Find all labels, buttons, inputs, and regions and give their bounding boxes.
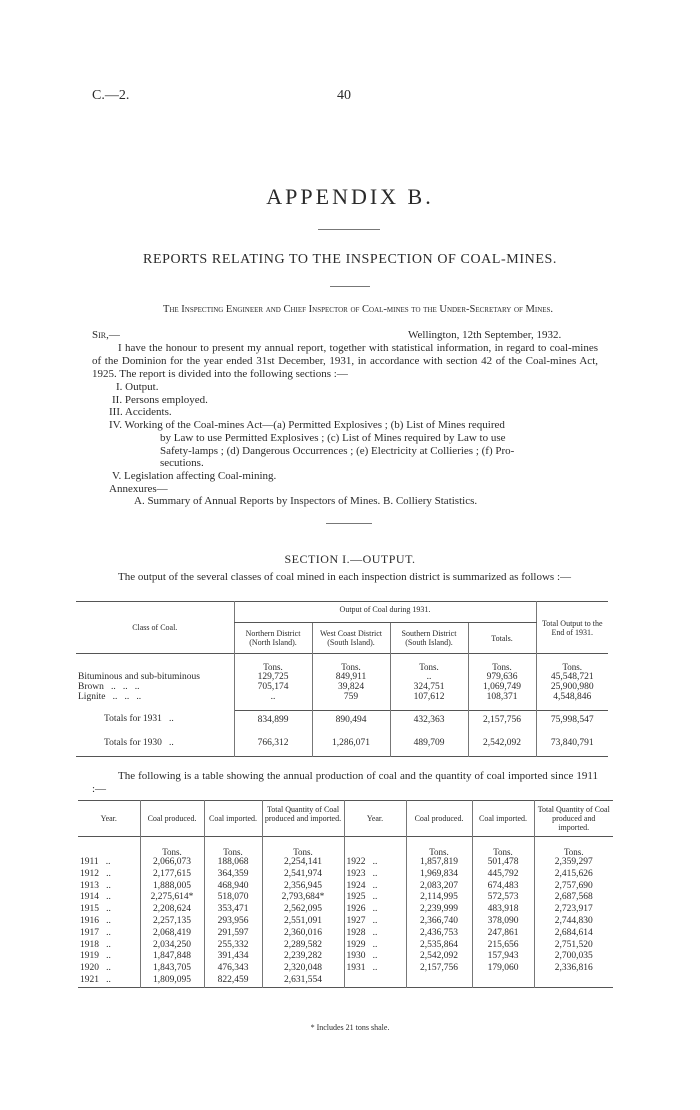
cell: 2,542,092 — [468, 732, 536, 757]
cell: 378,090 — [472, 916, 534, 928]
list-item: Safety-lamps ; (d) Dangerous Occurrences ; (e) Electricity at Collieries ; (f) Pro- — [160, 444, 515, 457]
unit-label: Tons. — [406, 837, 472, 858]
year-cell: 1926 .. — [344, 904, 406, 916]
cell: 489,709 — [390, 732, 468, 757]
table-row — [78, 916, 613, 928]
cell: 353,471 — [204, 904, 262, 916]
cell: 2,751,520 — [534, 940, 613, 952]
cell: 2,562,095 — [262, 904, 344, 916]
appendix-title: APPENDIX B. — [266, 184, 434, 209]
cell: 2,254,141 — [262, 857, 344, 869]
unit-label: Tons. — [472, 837, 534, 858]
unit-label: Tons. — [234, 654, 312, 673]
cell: 2,068,419 — [140, 928, 204, 940]
year-cell: 1923 .. — [344, 869, 406, 881]
cell: 293,956 — [204, 916, 262, 928]
col-header-total: Total Quantity of Coal produced and imported. — [534, 801, 613, 837]
cell: 25,900,980 — [536, 682, 608, 692]
year-cell: 1913 .. — [80, 880, 111, 891]
cell: 4,548,846 — [536, 692, 608, 710]
cell: 45,548,721 — [536, 672, 608, 682]
cell: 2,177,615 — [140, 869, 204, 881]
cell: 822,459 — [204, 975, 262, 987]
row-label: Totals for 1930 .. — [104, 738, 174, 748]
table-row — [78, 869, 613, 881]
cell: 215,656 — [472, 940, 534, 952]
cell: 1,969,834 — [406, 869, 472, 881]
table-row — [76, 672, 608, 682]
col-header-totals: Totals. — [468, 623, 536, 654]
place-date: Wellington, 12th September, 1932. — [408, 329, 562, 341]
row-label: Totals for 1931 .. — [104, 714, 174, 724]
cell: 432,363 — [390, 710, 468, 732]
cell: 179,060 — [472, 963, 534, 975]
cell: 108,371 — [468, 692, 536, 710]
cell: 324,751 — [390, 682, 468, 692]
cell: 674,483 — [472, 881, 534, 893]
cell: 834,899 — [234, 710, 312, 732]
table-row — [78, 940, 613, 952]
cell: 849,911 — [312, 672, 390, 682]
cell: 2,336,816 — [534, 963, 613, 975]
list-item: V. Legislation affecting Coal-mining. — [112, 469, 277, 482]
cell: 1,286,071 — [312, 732, 390, 757]
cell: 247,861 — [472, 928, 534, 940]
cell: 255,332 — [204, 940, 262, 952]
year-cell: 1918 .. — [80, 939, 111, 950]
col-header-north: Northern District (North Island). — [234, 623, 312, 654]
cell: 2,114,995 — [406, 892, 472, 904]
cell: 766,312 — [234, 732, 312, 757]
cell: 1,809,095 — [140, 975, 204, 987]
cell: 39,824 — [312, 682, 390, 692]
cell: 468,940 — [204, 881, 262, 893]
list-item: A. Summary of Annual Reports by Inspectors of Mines. B. Colliery Statistics. — [134, 495, 478, 508]
list-item: IV. Working of the Coal-mines Act—(a) Permitted Explosives ; (b) List of Mines required — [109, 419, 505, 432]
col-header-total-end: Total Output to the End of 1931. — [536, 602, 608, 654]
cell: 518,070 — [204, 892, 262, 904]
cell: 75,998,547 — [536, 710, 608, 732]
cell: 890,494 — [312, 710, 390, 732]
cell: 2,366,740 — [406, 916, 472, 928]
cell: 2,289,582 — [262, 940, 344, 952]
table-row — [76, 710, 608, 732]
cell: .. — [390, 672, 468, 682]
year-cell: 1912 .. — [80, 868, 111, 879]
col-header-year: Year. — [100, 814, 117, 823]
cell — [534, 975, 613, 987]
col-header-class: Class of Coal. — [132, 623, 178, 632]
table-row — [78, 963, 613, 975]
col-header-imported: Coal imported. — [472, 801, 534, 837]
cell: 1,888,005 — [140, 881, 204, 893]
unit-label: Tons. — [140, 837, 204, 858]
table-row — [78, 857, 613, 869]
year-cell: 1911 .. — [80, 857, 111, 867]
cell: 2,687,568 — [534, 892, 613, 904]
year-cell: 1929 .. — [344, 940, 406, 952]
year-cell: 1927 .. — [344, 916, 406, 928]
cell — [406, 975, 472, 987]
cell: 759 — [312, 692, 390, 710]
cell: 501,478 — [472, 857, 534, 869]
col-header-west: West Coast District (South Island). — [312, 623, 390, 654]
section-title: SECTION I.—OUTPUT. — [284, 552, 416, 566]
cell: 2,700,035 — [534, 951, 613, 963]
table-row — [76, 692, 608, 710]
year-cell: 1914 .. — [80, 892, 111, 903]
cell: 157,943 — [472, 951, 534, 963]
cell: 2,436,753 — [406, 928, 472, 940]
cell: 2,723,917 — [534, 904, 613, 916]
year-cell: 1924 .. — [344, 881, 406, 893]
cell: 188,068 — [204, 857, 262, 869]
cell: 2,257,135 — [140, 916, 204, 928]
cell: 1,843,705 — [140, 963, 204, 975]
sections-list — [92, 381, 598, 508]
cell: 2,320,048 — [262, 963, 344, 975]
cell: 483,918 — [472, 904, 534, 916]
cell: 705,174 — [234, 682, 312, 692]
year-cell: 1928 .. — [344, 928, 406, 940]
table-row — [78, 951, 613, 963]
page-number: 40 — [337, 88, 351, 103]
table2-intro — [92, 770, 598, 796]
table-row — [78, 975, 613, 987]
cell: 2,356,945 — [262, 881, 344, 893]
year-cell: 1919 .. — [80, 951, 111, 962]
list-item: II. Persons employed. — [112, 393, 208, 406]
footnote: * Includes 21 tons shale. — [310, 1023, 390, 1032]
cell: 2,757,690 — [534, 881, 613, 893]
unit-label: Tons. — [204, 837, 262, 858]
cell: 2,083,207 — [406, 881, 472, 893]
divider-rule — [326, 523, 372, 524]
row-label: Bituminous and sub-bituminous — [78, 672, 200, 682]
col-header-total: Total Quantity of Coal produced and imported. — [262, 801, 344, 837]
cell: 2,275,614* — [140, 892, 204, 904]
year-cell: 1922 .. — [344, 857, 406, 869]
cell: 2,631,554 — [262, 975, 344, 987]
intro-paragraph-text: I have the honour to present my annual report, together with statistical information, in regard to coal-mines of the Dominion for the year ended 31st December, 1931, in accordance with section 42 of the Coal-mines Act, 1925. The report is divided into the following sections :— — [92, 342, 598, 380]
divider-rule — [318, 229, 380, 230]
cell: 2,744,830 — [534, 916, 613, 928]
cell: 1,857,819 — [406, 857, 472, 869]
cell: 2,359,297 — [534, 857, 613, 869]
col-header-year: Year. — [344, 801, 406, 837]
unit-label: Tons. — [468, 654, 536, 673]
cell: 979,636 — [468, 672, 536, 682]
cell: 2,684,614 — [534, 928, 613, 940]
unit-label: Tons. — [534, 837, 613, 858]
year-cell: 1921 .. — [80, 974, 111, 985]
row-label: Lignite .. .. .. — [78, 692, 142, 702]
table2-intro-text: The following is a table showing the annual production of coal and the quantity of coal imported since 1911 :— — [92, 770, 598, 795]
cell: 445,792 — [472, 869, 534, 881]
addressee-line: The Inspecting Engineer and Chief Inspector of Coal-mines to the Under-Secretary of Mines. — [162, 304, 554, 315]
cell: 2,551,091 — [262, 916, 344, 928]
row-label: Brown .. .. .. — [78, 682, 140, 692]
cell: 2,542,092 — [406, 951, 472, 963]
year-cell: 1915 .. — [80, 904, 111, 915]
cell: 2,034,250 — [140, 940, 204, 952]
list-item: I. Output. — [116, 381, 159, 393]
production-table — [78, 800, 613, 988]
cell: 1,847,848 — [140, 951, 204, 963]
cell: 1,069,749 — [468, 682, 536, 692]
year-cell: 1917 .. — [80, 927, 111, 938]
col-header-south: Southern District (South Island). — [390, 623, 468, 654]
col-header-produced: Coal produced. — [140, 801, 204, 837]
intro-paragraph — [92, 342, 598, 381]
table-row — [78, 928, 613, 940]
cell: 2,415,626 — [534, 869, 613, 881]
year-cell: 1930 .. — [344, 951, 406, 963]
table-row — [78, 881, 613, 893]
cell: 291,597 — [204, 928, 262, 940]
cell: 572,573 — [472, 892, 534, 904]
cell: 2,157,756 — [406, 963, 472, 975]
cell: 107,612 — [390, 692, 468, 710]
cell: 2,208,624 — [140, 904, 204, 916]
unit-label: Tons. — [262, 837, 344, 858]
year-cell: 1925 .. — [344, 892, 406, 904]
table-row — [76, 732, 608, 757]
list-item: Annexures— — [109, 482, 168, 495]
cell: 476,343 — [204, 963, 262, 975]
salutation: Sir,— — [92, 329, 120, 341]
table-row — [76, 682, 608, 692]
col-header-imported: Coal imported. — [204, 801, 262, 837]
year-cell: 1920 .. — [80, 963, 111, 974]
divider-rule — [330, 286, 370, 287]
year-cell: 1916 .. — [80, 915, 111, 926]
list-item: III. Accidents. — [109, 406, 172, 419]
section-text-body: The output of the several classes of coal mined in each inspection district is summarized as follows :— — [118, 571, 572, 583]
cell: 2,066,073 — [140, 857, 204, 869]
cell: 2,239,282 — [262, 951, 344, 963]
col-header-produced: Coal produced. — [406, 801, 472, 837]
cell — [472, 975, 534, 987]
output-table — [76, 601, 608, 757]
list-item: secutions. — [160, 457, 204, 470]
list-item: by Law to use Permitted Explosives ; (c) List of Mines required by Law to use — [160, 431, 506, 444]
cell: 2,535,864 — [406, 940, 472, 952]
unit-label: Tons. — [390, 654, 468, 673]
year-cell — [344, 975, 406, 987]
table-row — [78, 892, 613, 904]
table-row — [78, 904, 613, 916]
cell: 129,725 — [234, 672, 312, 682]
cell: .. — [234, 692, 312, 710]
reports-heading: REPORTS RELATING TO THE INSPECTION OF COAL-MINES. — [143, 252, 557, 267]
cell: 2,157,756 — [468, 710, 536, 732]
cell: 2,239,999 — [406, 904, 472, 916]
cell: 2,541,974 — [262, 869, 344, 881]
section-text — [92, 571, 598, 584]
col-header-output-group: Output of Coal during 1931. — [234, 602, 536, 623]
cell: 2,360,016 — [262, 928, 344, 940]
document-reference: C.—2. — [92, 88, 130, 103]
cell: 73,840,791 — [536, 732, 608, 757]
year-cell: 1931 .. — [344, 963, 406, 975]
unit-label: Tons. — [536, 654, 608, 673]
cell: 391,434 — [204, 951, 262, 963]
cell: 2,793,684* — [262, 892, 344, 904]
unit-label: Tons. — [312, 654, 390, 673]
cell: 364,359 — [204, 869, 262, 881]
